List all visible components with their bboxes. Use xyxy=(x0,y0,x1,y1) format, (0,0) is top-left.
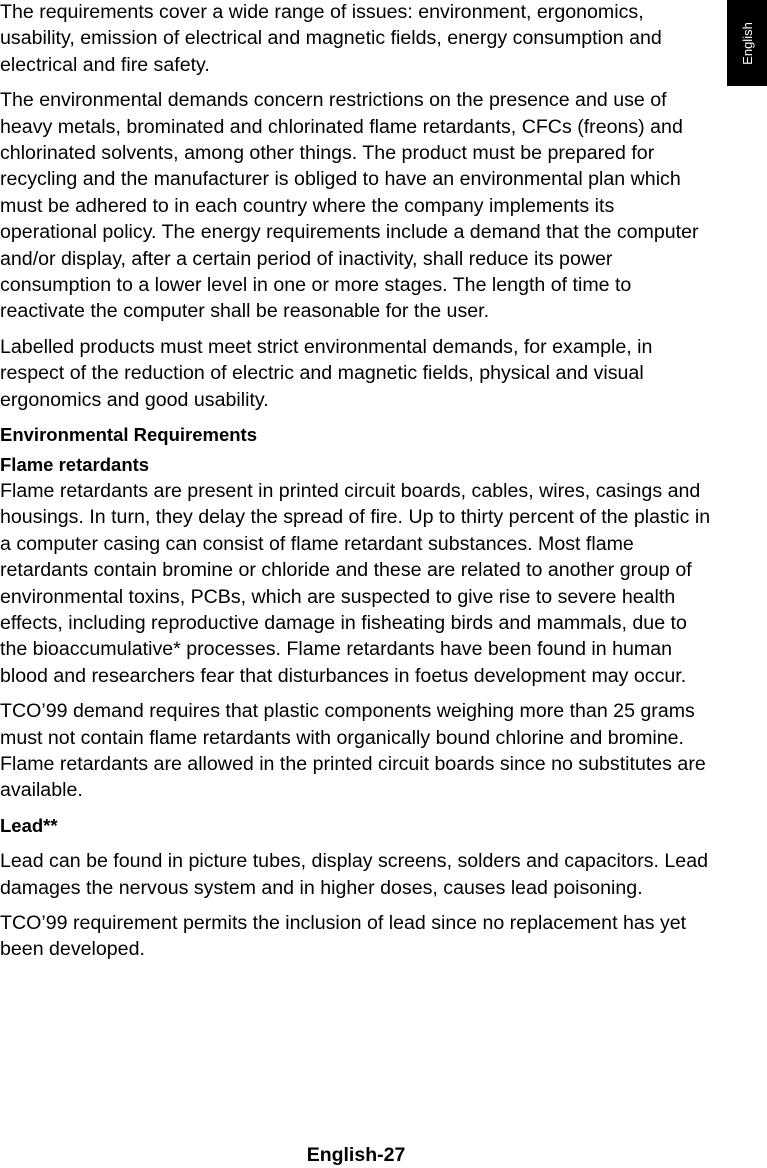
section-heading: Environmental Requirements xyxy=(0,424,258,446)
page-number: English-27 xyxy=(306,1144,406,1166)
lead-tco: TCO’99 requirement permits the inclusion of lead since no replacement has yet been developed. xyxy=(0,912,687,961)
environmental-demands-paragraph: The environmental demands concern restrictions on the presence and use of heavy metals, brominated and chlorinated flame retardants, CFCs (freons) and chlorinated solvents, among other things. The product must be prepared for recycling and the manufacturer is obliged to have an environmental plan which must be adhered to in each country where the company implements its operational policy. The energy requirements include a demand that the computer and/or display, after a certain period of inactivity, shall reduce its power consumption to a lower level in one or more stages. The length of time to reactivate the computer shall be reasonable for the user. xyxy=(0,89,699,323)
flame-retardants-heading: Flame retardants xyxy=(0,453,150,475)
language-tab xyxy=(727,0,767,86)
lead-body: Lead can be found in picture tubes, display screens, solders and capacitors. Lead damages the nervous system and in higher doses, causes lead poisoning. xyxy=(0,850,708,899)
labelled-products-paragraph: Labelled products must meet strict environmental demands, for example, in respect of the reduction of electric and magnetic fields, physical and visual ergonomics and good usability. xyxy=(0,335,653,411)
language-tab-label: English xyxy=(739,21,755,65)
flame-retardants-body: Flame retardants are present in printed circuit boards, cables, wires, casings and housings. In turn, they delay the spread of fire. Up to thirty percent of the plastic in a computer casing can consist of flame retardant substances. Most flame retardants contain bromine or chloride and these are related to another group of environmental toxins, PCBs, which are suspected to give rise to severe health effects, including reproductive damage in fisheating birds and mammals, due to the bioaccumulative* processes. Flame retardants have been found in human blood and researchers fear that disturbances in foetus development may occur. xyxy=(0,479,711,687)
lead-heading: Lead** xyxy=(0,814,58,836)
flame-retardants-tco: TCO’99 demand requires that plastic components weighing more than 25 grams must not contain flame retardants with organically bound chlorine and bromine. Flame retardants are allowed in the printed circuit boards since no substitutes are available. xyxy=(0,700,706,802)
intro-paragraph: The requirements cover a wide range of issues: environment, ergonomics, usability, emission of electrical and magnetic fields, energy consumption and electrical and fire safety. xyxy=(0,1,662,76)
